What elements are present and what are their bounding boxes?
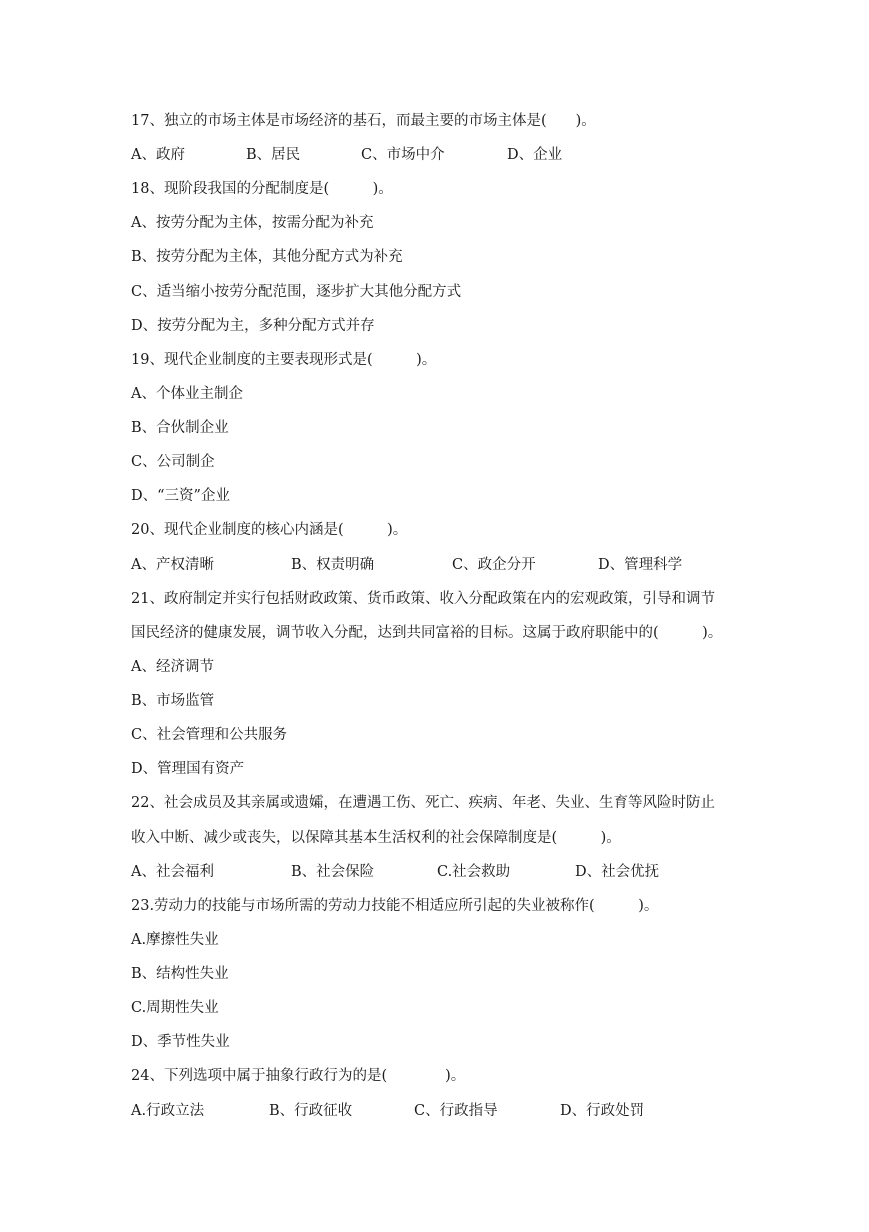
question-20-options <box>131 554 731 576</box>
question-22-options <box>131 861 731 883</box>
question-17-stem: 17、独立的市场主体是市场经济的基石，而最主要的市场主体是( )。 <box>131 113 596 129</box>
q23-option-b: B、结构性失业 <box>131 966 229 982</box>
q18-option-d: D、按劳分配为主，多种分配方式并存 <box>131 318 375 334</box>
q24-option-a: A.行政立法 <box>131 1103 205 1119</box>
q17-option-b: B、居民 <box>246 147 301 163</box>
question-24-options <box>131 1100 731 1122</box>
q17-option-c: C、市场中介 <box>361 147 445 163</box>
q20-option-a: A、产权清晰 <box>131 557 214 573</box>
question-22-stem-line-1: 22、社会成员及其亲属或遗孀，在遭遇工伤、死亡、疾病、年老、失业、生育等风险时防止 <box>131 795 715 811</box>
q22-option-c: C.社会救助 <box>437 864 511 880</box>
question-18-stem: 18、现阶段我国的分配制度是( )。 <box>131 181 393 197</box>
q24-option-d: D、行政处罚 <box>560 1103 645 1119</box>
question-22-stem-line-2: 收入中断、减少或丧失，以保障其基本生活权利的社会保障制度是( )。 <box>131 830 621 846</box>
question-23-stem: 23.劳动力的技能与市场所需的劳动力技能不相适应所引起的失业被称作( )。 <box>131 898 659 914</box>
q19-option-d: D、“三资”企业 <box>131 488 230 504</box>
q24-option-b: B、行政征收 <box>269 1103 353 1119</box>
q22-option-b: B、社会保险 <box>291 864 375 880</box>
q20-option-b: B、权责明确 <box>291 557 375 573</box>
question-21-stem-line-1: 21、政府制定并实行包括财政政策、货币政策、收入分配政策在内的宏观政策，引导和调节 <box>131 591 715 607</box>
q21-option-b: B、市场监管 <box>131 693 215 709</box>
q23-option-d: D、季节性失业 <box>131 1034 230 1050</box>
q18-option-a: A、按劳分配为主体，按需分配为补充 <box>131 215 374 231</box>
q17-option-d: D、企业 <box>507 147 563 163</box>
q19-option-c: C、公司制企 <box>131 454 215 470</box>
q22-option-d: D、社会优抚 <box>575 864 660 880</box>
q19-option-b: B、合伙制企业 <box>131 420 229 436</box>
q18-option-b: B、按劳分配为主体，其他分配方式为补充 <box>131 249 403 265</box>
question-20-stem: 20、现代企业制度的核心内涵是( )。 <box>131 522 408 538</box>
question-24-stem: 24、下列选项中属于抽象行政行为的是( )。 <box>131 1068 466 1084</box>
question-19-stem: 19、现代企业制度的主要表现形式是( )。 <box>131 352 437 368</box>
q23-option-a: A.摩擦性失业 <box>131 932 219 948</box>
question-17-options <box>131 144 731 166</box>
q21-option-d: D、管理国有资产 <box>131 761 245 777</box>
question-21-stem-line-2: 国民经济的健康发展，调节收入分配，达到共同富裕的目标。这属于政府职能中的( )。 <box>131 625 723 641</box>
q21-option-c: C、社会管理和公共服务 <box>131 727 288 743</box>
q23-option-c: C.周期性失业 <box>131 1000 219 1016</box>
q17-option-a: A、政府 <box>131 147 185 163</box>
q22-option-a: A、社会福利 <box>131 864 214 880</box>
q24-option-c: C、行政指导 <box>414 1103 498 1119</box>
q18-option-c: C、适当缩小按劳分配范围，逐步扩大其他分配方式 <box>131 284 462 300</box>
q21-option-a: A、经济调节 <box>131 659 214 675</box>
q20-option-d: D、管理科学 <box>598 557 683 573</box>
q19-option-a: A、个体业主制企 <box>131 386 243 402</box>
q20-option-c: C、政企分开 <box>452 557 536 573</box>
